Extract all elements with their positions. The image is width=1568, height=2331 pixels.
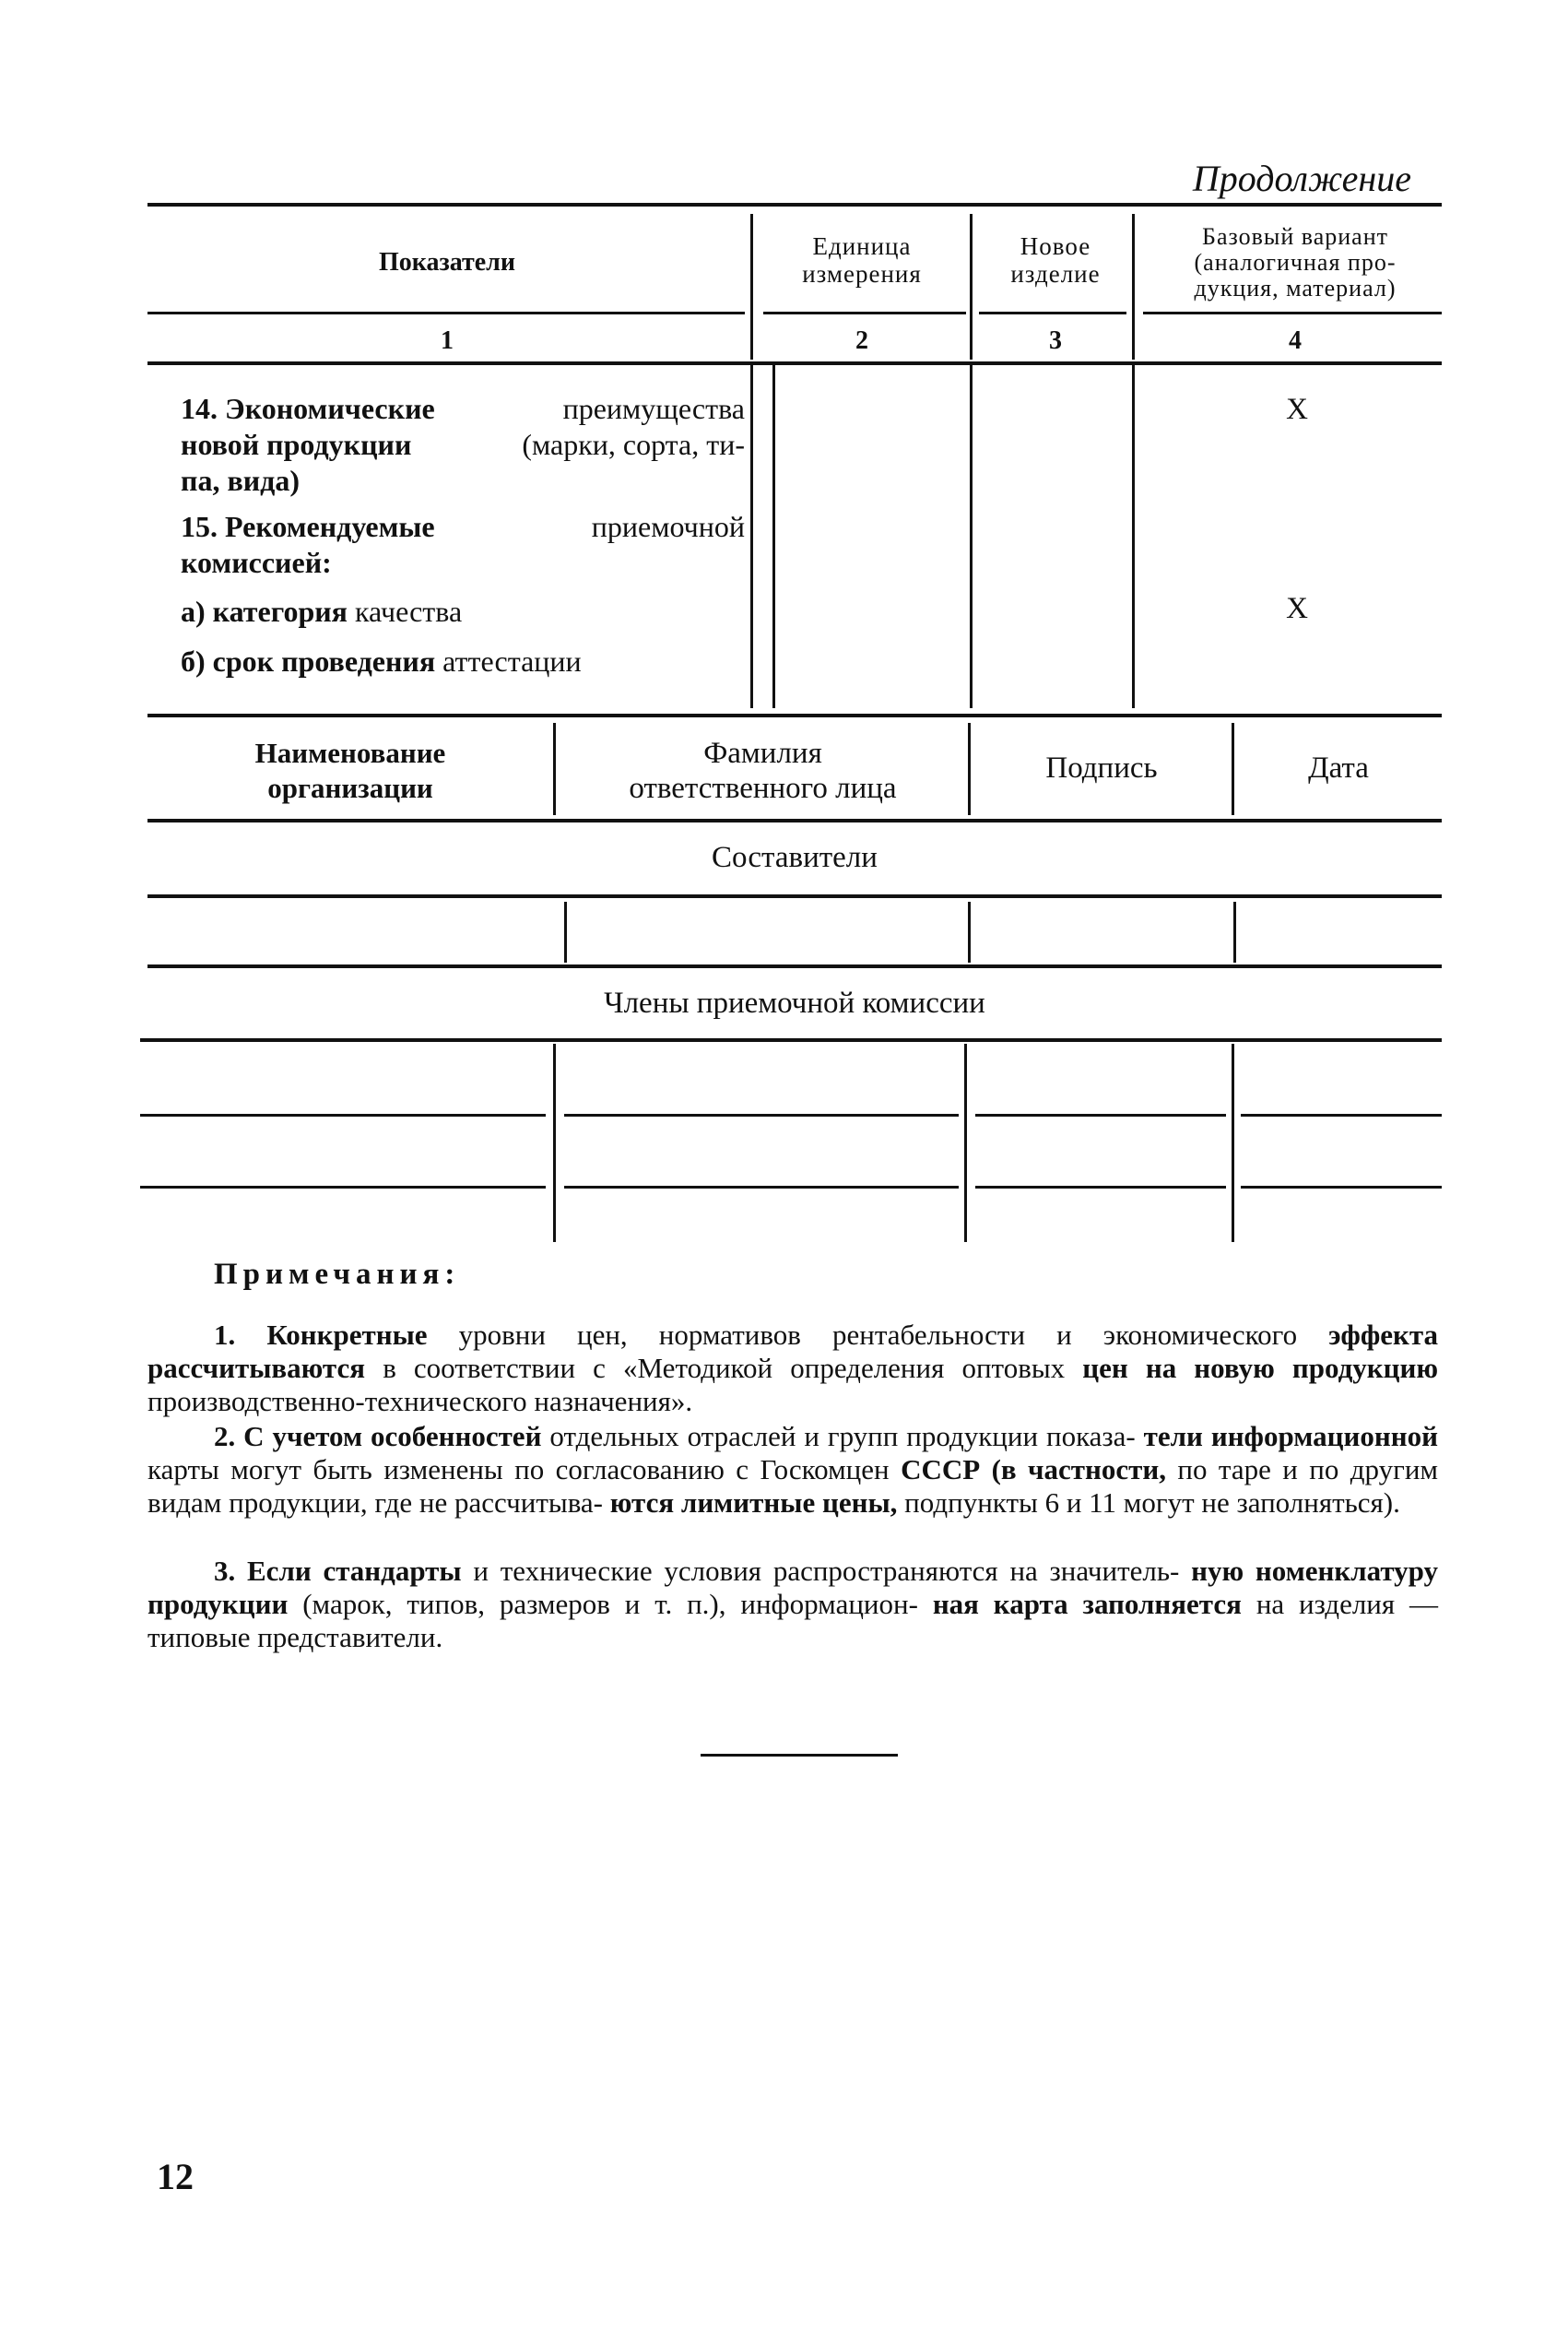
commission-row1-cell1 xyxy=(140,1114,546,1117)
header-base-line2: (аналогичная про- xyxy=(1194,249,1397,276)
row-14-economic-advantages xyxy=(181,391,745,499)
note-3-text: и технические условия распространяются на значитель- xyxy=(473,1555,1180,1587)
header-person-line1: Фамилия xyxy=(703,737,822,770)
section-compilers: Составители xyxy=(712,841,878,874)
table1-top-border xyxy=(147,203,1442,207)
row-a-bold: а) категория xyxy=(181,595,348,628)
header-indicators: Показатели xyxy=(378,248,516,277)
header-responsible-person xyxy=(558,736,968,806)
commission-row1-cell3 xyxy=(975,1114,1226,1117)
row-a-rest: качества xyxy=(354,595,463,628)
compilers-bottom-rule xyxy=(147,964,1442,968)
note-2-text3: по таре и по другим видам продукции, где не рассчитыва- xyxy=(147,1453,1439,1519)
header-new-line2: изделие xyxy=(1010,260,1101,288)
column-number-1: 1 xyxy=(441,326,454,355)
commission-top-rule xyxy=(140,1038,1442,1042)
note-1-text: уровни цен, нормативов рентабельности и экономического xyxy=(458,1319,1298,1351)
note-2-text2: карты могут быть изменены по согласованию с Госкомцен xyxy=(147,1453,890,1485)
commission-divider-3 xyxy=(1232,1044,1234,1242)
header-base-line3: дукция, материал) xyxy=(1194,275,1397,302)
column-number-3: 3 xyxy=(1049,326,1062,355)
header-base-variant xyxy=(1143,224,1447,302)
header-person-line2: ответственного лица xyxy=(629,772,897,805)
column-number-4: 4 xyxy=(1289,326,1302,355)
table1-body-divider-1 xyxy=(750,365,753,708)
commission-row2-cell1 xyxy=(140,1186,546,1189)
table2-header-divider-2 xyxy=(968,723,971,815)
table1-body-divider-2 xyxy=(970,365,973,708)
compilers-top-rule xyxy=(147,894,1442,898)
row-15-bold: 15. Рекомендуемые xyxy=(181,510,435,543)
notes-title: Примечания: xyxy=(214,1258,461,1291)
header-new-product xyxy=(973,232,1138,288)
note-2-bold2: тели информационной xyxy=(1143,1420,1438,1452)
row-14-bold2: новой продукции xyxy=(181,428,412,461)
header-signature: Подпись xyxy=(1045,751,1158,785)
compilers-divider-2 xyxy=(968,902,971,963)
row-b-attestation-term xyxy=(181,644,745,680)
note-3 xyxy=(147,1555,1438,1654)
note-1-text2: в соответствии с «Методикой определения оптовых xyxy=(383,1352,1066,1384)
header-date: Дата xyxy=(1308,751,1369,785)
table1-body-divider-1b xyxy=(772,365,775,708)
note-1 xyxy=(147,1319,1438,1418)
row-b-bold: б) срок проведения xyxy=(181,645,436,678)
note-2-bold4: ются лимитные цены, xyxy=(609,1486,898,1519)
header-base-line1: Базовый вариант xyxy=(1202,223,1388,250)
row-14-rest: преимущества xyxy=(562,392,745,425)
header-org-line1: Наименование xyxy=(254,737,446,769)
row-14-rest2: (марки, сорта, ти- xyxy=(522,428,745,461)
column-number-2: 2 xyxy=(855,326,868,355)
commission-row2-cell2 xyxy=(564,1186,959,1189)
note-3-bold2: ную номенклатуру продукции xyxy=(147,1555,1439,1620)
row-a-quality-category xyxy=(181,594,745,630)
commission-row1-cell2 xyxy=(564,1114,959,1117)
table1-header-rule-1 xyxy=(147,312,745,314)
note-2-text4: подпункты 6 и 11 могут не заполняться). xyxy=(904,1486,1400,1519)
compilers-divider-1 xyxy=(564,902,567,963)
commission-divider-2 xyxy=(964,1044,967,1242)
row-b-rest: аттестации xyxy=(442,645,582,678)
commission-row2-cell3 xyxy=(975,1186,1226,1189)
commission-row2-cell4 xyxy=(1241,1186,1442,1189)
commission-row1-cell4 xyxy=(1241,1114,1442,1117)
row-15-rest: приемочной xyxy=(591,510,745,543)
row-14-line3: па, вида) xyxy=(181,464,300,497)
page-number: 12 xyxy=(157,2156,194,2197)
commission-divider-1 xyxy=(553,1044,556,1242)
note-2 xyxy=(147,1420,1438,1520)
x-mark-row-14: X xyxy=(1286,393,1308,426)
note-3-text3: на изделия — типовые представители. xyxy=(147,1588,1439,1653)
note-3-bold: 3. Если стандарты xyxy=(214,1555,462,1587)
table1-number-rule xyxy=(147,361,1442,365)
table2-header-divider-3 xyxy=(1232,723,1234,815)
x-mark-row-a: X xyxy=(1286,592,1308,625)
note-2-bold3: СССР (в частности, xyxy=(901,1453,1166,1485)
header-unit-line1: Единица xyxy=(812,232,912,260)
header-new-line1: Новое xyxy=(1020,232,1091,260)
header-unit-line2: измерения xyxy=(802,260,922,288)
note-3-text2: (марок, типов, размеров и т. п.), информацион- xyxy=(302,1588,918,1620)
note-1-bold3: цен на новую продукцию xyxy=(1082,1352,1439,1384)
note-1-bold2: эффекта рассчитываются xyxy=(147,1319,1438,1384)
note-1-bold: 1. Конкретные xyxy=(214,1319,428,1351)
continued-label: Продолжение xyxy=(1192,158,1411,199)
table2-header-rule xyxy=(147,819,1442,822)
end-rule xyxy=(701,1754,898,1757)
note-2-text: отдельных отраслей и групп продукции показа- xyxy=(549,1420,1136,1452)
section-commission: Члены приемочной комиссии xyxy=(604,987,985,1020)
row-15-recommended xyxy=(181,509,745,581)
compilers-divider-3 xyxy=(1233,902,1236,963)
table1-body-divider-3 xyxy=(1132,365,1135,708)
note-1-text3: производственно-технического назначения». xyxy=(147,1385,693,1417)
header-org-line2: организации xyxy=(267,772,433,804)
table2-top-border xyxy=(147,714,1442,717)
table1-header-rule-3 xyxy=(979,312,1126,314)
header-organization xyxy=(147,736,553,806)
header-unit xyxy=(751,232,973,288)
note-2-bold: 2. С учетом особенностей xyxy=(214,1420,542,1452)
table2-header-divider-1 xyxy=(553,723,556,815)
row-15-line2: комиссией: xyxy=(181,546,332,579)
table1-header-rule-2 xyxy=(763,312,966,314)
note-3-bold3: ная карта заполняется xyxy=(932,1588,1242,1620)
row-14-bold: 14. Экономические xyxy=(181,392,435,425)
table1-header-rule-4 xyxy=(1143,312,1442,314)
